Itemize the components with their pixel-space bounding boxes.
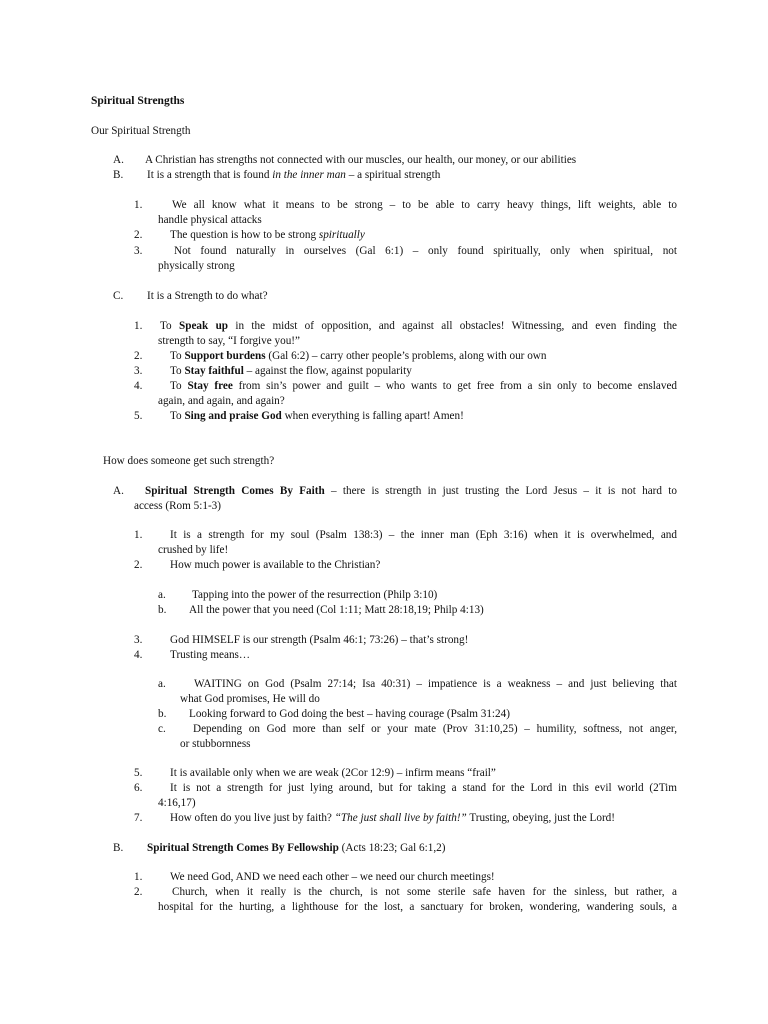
- list-marker: 7.: [134, 812, 143, 824]
- list-marker: 1.: [134, 199, 143, 211]
- list-marker: 5.: [134, 767, 143, 779]
- list-marker: 2.: [134, 559, 143, 571]
- list-item-text: physically strong: [158, 260, 235, 272]
- list-item-text: Spiritual Strength Comes By Fellowship (Acts 18:23; Gal 6:1,2): [147, 842, 446, 854]
- list-item-text: Depending on God more than self or your mate (Prov 31:10,25) – humility, softness, not anger,: [193, 723, 677, 735]
- list-marker: B.: [113, 169, 124, 181]
- list-marker: 1.: [134, 529, 143, 541]
- list-item-text: Not found naturally in ourselves (Gal 6:1) – only found spiritually, only when spiritual, not: [174, 245, 677, 257]
- list-item-text: To Stay faithful – against the flow, against popularity: [170, 365, 412, 377]
- list-item-text: again, and again, and again?: [158, 395, 285, 407]
- list-marker: B.: [113, 842, 124, 854]
- list-item-text: How often do you live just by faith? “The just shall live by faith!” Trusting, obeying, just the Lord!: [170, 812, 616, 824]
- section-heading: How does someone get such strength?: [103, 455, 275, 467]
- list-marker: 3.: [134, 245, 143, 257]
- list-item-text: A Christian has strengths not connected with our muscles, our health, our money, or our abilities: [145, 154, 577, 166]
- list-item-text: Tapping into the power of the resurrection (Philp 3:10): [192, 589, 438, 601]
- list-item-text: 4:16,17): [158, 797, 196, 809]
- list-item-text: crushed by life!: [158, 544, 229, 556]
- list-item-text: Trusting means…: [170, 649, 251, 661]
- list-marker: b.: [158, 604, 167, 616]
- list-item-text: It is not a strength for just lying around, but for taking a stand for the Lord in this evil world (2Tim: [170, 782, 677, 794]
- list-item-text: strength to say, “I forgive you!”: [158, 335, 300, 347]
- list-item-text: It is a Strength to do what?: [147, 290, 268, 302]
- list-marker: 2.: [134, 886, 143, 898]
- section-heading: Our Spiritual Strength: [91, 125, 191, 137]
- list-item-text: We all know what it means to be strong – to be able to carry heavy things, lift weights, able to: [172, 199, 677, 211]
- list-marker: a.: [158, 678, 166, 690]
- list-item-text: Church, when it really is the church, is not some sterile safe haven for the sinless, but rather, a: [172, 886, 677, 898]
- list-marker: c.: [158, 723, 166, 735]
- list-marker: A.: [113, 485, 124, 497]
- list-marker: 2.: [134, 229, 143, 241]
- list-marker: b.: [158, 708, 167, 720]
- list-item-text: handle physical attacks: [158, 214, 262, 226]
- list-marker: 6.: [134, 782, 143, 794]
- list-item-text: Spiritual Strength Comes By Faith – there is strength in just trusting the Lord Jesus – it is not hard to: [145, 485, 677, 497]
- list-item-text: It is a strength that is found in the inner man – a spiritual strength: [147, 169, 441, 181]
- list-item-text: The question is how to be strong spiritually: [170, 229, 365, 241]
- list-item-text: All the power that you need (Col 1:11; Matt 28:18,19; Philp 4:13): [189, 604, 484, 616]
- list-item-text: access (Rom 5:1-3): [134, 500, 221, 512]
- list-item-text: To Speak up in the midst of opposition, and against all obstacles! Witnessing, and even finding the: [160, 320, 678, 332]
- list-item-text: hospital for the hurting, a lighthouse for the lost, a sanctuary for broken, wondering, wandering souls, a: [158, 901, 677, 913]
- list-marker: A.: [113, 154, 124, 166]
- list-marker: 4.: [134, 380, 143, 392]
- list-item-text: or stubbornness: [180, 738, 251, 750]
- list-item-text: Looking forward to God doing the best – having courage (Psalm 31:24): [189, 708, 510, 720]
- document-title: Spiritual Strengths: [91, 95, 185, 107]
- list-item-text: How much power is available to the Christian?: [170, 559, 381, 571]
- list-marker: a.: [158, 589, 166, 601]
- list-item-text: God HIMSELF is our strength (Psalm 46:1; 73:26) – that’s strong!: [170, 634, 469, 646]
- list-item-text: We need God, AND we need each other – we need our church meetings!: [170, 871, 495, 883]
- list-marker: 1.: [134, 871, 143, 883]
- list-marker: 5.: [134, 410, 143, 422]
- list-item-text: To Support burdens (Gal 6:2) – carry other people’s problems, along with our own: [170, 350, 547, 362]
- list-marker: C.: [113, 290, 124, 302]
- list-marker: 1.: [134, 320, 143, 332]
- list-item-text: To Stay free from sin’s power and guilt – who wants to get free from a sin only to become enslaved: [170, 380, 677, 392]
- list-item-text: It is available only when we are weak (2Cor 12:9) – infirm means “frail”: [170, 767, 496, 779]
- list-item-text: what God promises, He will do: [180, 693, 320, 705]
- list-marker: 3.: [134, 634, 143, 646]
- list-marker: 4.: [134, 649, 143, 661]
- list-marker: 3.: [134, 365, 143, 377]
- list-marker: 2.: [134, 350, 143, 362]
- list-item-text: It is a strength for my soul (Psalm 138:3) – the inner man (Eph 3:16) when it is overwhelmed, and: [170, 529, 677, 541]
- list-item-text: To Sing and praise God when everything is falling apart! Amen!: [170, 410, 464, 422]
- list-item-text: WAITING on God (Psalm 27:14; Isa 40:31) – impatience is a weakness – and just believing that: [194, 678, 677, 690]
